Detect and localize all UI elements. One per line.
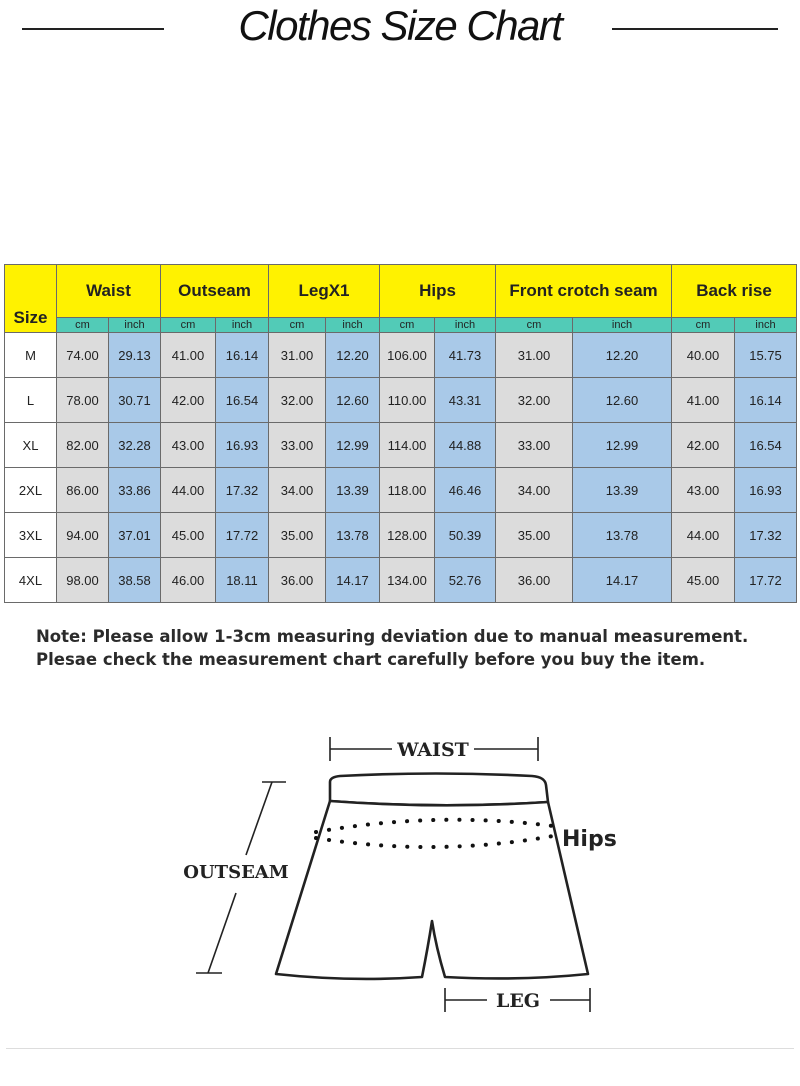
size-label-cell: M bbox=[5, 333, 57, 378]
table-row bbox=[5, 513, 797, 558]
table-cell: 134.00 bbox=[380, 558, 435, 603]
table-cell: 13.39 bbox=[326, 468, 380, 513]
table-cell: 35.00 bbox=[496, 513, 573, 558]
outseam-label: OUTSEAM bbox=[183, 862, 289, 883]
table-cell: 41.00 bbox=[161, 333, 216, 378]
table-cell: 17.32 bbox=[216, 468, 269, 513]
unit-header-cell: inch bbox=[435, 318, 496, 333]
table-cell: 44.88 bbox=[435, 423, 496, 468]
table-cell: 114.00 bbox=[380, 423, 435, 468]
table-cell: 12.99 bbox=[573, 423, 672, 468]
table-row bbox=[5, 423, 797, 468]
unit-header-cell: cm bbox=[672, 318, 735, 333]
size-label-cell: 2XL bbox=[5, 468, 57, 513]
size-label-cell: 4XL bbox=[5, 558, 57, 603]
unit-header-cell: cm bbox=[380, 318, 435, 333]
table-cell: 12.99 bbox=[326, 423, 380, 468]
table-cell: 78.00 bbox=[57, 378, 109, 423]
table-cell: 50.39 bbox=[435, 513, 496, 558]
table-row bbox=[5, 558, 797, 603]
table-cell: 33.00 bbox=[269, 423, 326, 468]
table-cell: 128.00 bbox=[380, 513, 435, 558]
table-cell: 35.00 bbox=[269, 513, 326, 558]
size-column-header: Size bbox=[5, 265, 57, 333]
table-row bbox=[5, 468, 797, 513]
unit-header-cell: inch bbox=[326, 318, 380, 333]
table-cell: 52.76 bbox=[435, 558, 496, 603]
table-cell: 31.00 bbox=[269, 333, 326, 378]
leg-label: LEG bbox=[495, 990, 541, 1012]
page-title: Clothes Size Chart bbox=[238, 2, 562, 49]
unit-header-cell: inch bbox=[216, 318, 269, 333]
table-cell: 37.01 bbox=[109, 513, 161, 558]
table-cell: 31.00 bbox=[496, 333, 573, 378]
measurement-column-header: Front crotch seam bbox=[496, 265, 672, 318]
table-cell: 32.28 bbox=[109, 423, 161, 468]
table-cell: 43.00 bbox=[672, 468, 735, 513]
table-cell: 45.00 bbox=[672, 558, 735, 603]
unit-header-cell: cm bbox=[57, 318, 109, 333]
table-cell: 16.54 bbox=[216, 378, 269, 423]
table-cell: 106.00 bbox=[380, 333, 435, 378]
table-cell: 15.75 bbox=[735, 333, 797, 378]
waist-label: WAIST bbox=[397, 739, 469, 761]
table-cell: 17.72 bbox=[216, 513, 269, 558]
table-cell: 16.14 bbox=[735, 378, 797, 423]
measurement-column-header: Waist bbox=[57, 265, 161, 318]
size-label-cell: XL bbox=[5, 423, 57, 468]
table-cell: 29.13 bbox=[109, 333, 161, 378]
title-rule-right bbox=[612, 28, 778, 30]
title-bar bbox=[0, 0, 800, 60]
table-cell: 43.00 bbox=[161, 423, 216, 468]
table-cell: 12.60 bbox=[573, 378, 672, 423]
table-cell: 46.00 bbox=[161, 558, 216, 603]
unit-header-cell: inch bbox=[735, 318, 797, 333]
shorts-measurement-diagram bbox=[0, 725, 800, 1055]
table-cell: 36.00 bbox=[269, 558, 326, 603]
unit-header-row bbox=[5, 318, 797, 333]
table-cell: 32.00 bbox=[496, 378, 573, 423]
table-cell: 86.00 bbox=[57, 468, 109, 513]
table-cell: 16.14 bbox=[216, 333, 269, 378]
table-cell: 12.60 bbox=[326, 378, 380, 423]
table-cell: 13.78 bbox=[573, 513, 672, 558]
table-header-row bbox=[5, 265, 797, 318]
table-cell: 46.46 bbox=[435, 468, 496, 513]
bottom-divider bbox=[6, 1048, 794, 1049]
table-cell: 36.00 bbox=[496, 558, 573, 603]
unit-header-cell: cm bbox=[269, 318, 326, 333]
table-cell: 74.00 bbox=[57, 333, 109, 378]
table-cell: 12.20 bbox=[573, 333, 672, 378]
table-cell: 41.00 bbox=[672, 378, 735, 423]
table-cell: 16.93 bbox=[216, 423, 269, 468]
table-cell: 118.00 bbox=[380, 468, 435, 513]
table-cell: 13.78 bbox=[326, 513, 380, 558]
table-cell: 17.32 bbox=[735, 513, 797, 558]
table-cell: 98.00 bbox=[57, 558, 109, 603]
measurement-note bbox=[36, 625, 776, 671]
size-label-cell: L bbox=[5, 378, 57, 423]
table-cell: 94.00 bbox=[57, 513, 109, 558]
note-line-deviation: Note: Please allow 1-3cm measuring deviation due to manual measurement. bbox=[36, 627, 749, 646]
unit-header-cell: cm bbox=[161, 318, 216, 333]
table-cell: 14.17 bbox=[326, 558, 380, 603]
measurement-column-header: LegX1 bbox=[269, 265, 380, 318]
note-line-check: Plesae check the measurement chart carefully before you buy the item. bbox=[36, 650, 706, 669]
table-cell: 13.39 bbox=[573, 468, 672, 513]
table-cell: 33.86 bbox=[109, 468, 161, 513]
table-cell: 44.00 bbox=[161, 468, 216, 513]
table-cell: 16.54 bbox=[735, 423, 797, 468]
table-cell: 41.73 bbox=[435, 333, 496, 378]
table-cell: 14.17 bbox=[573, 558, 672, 603]
measurement-column-header: Outseam bbox=[161, 265, 269, 318]
table-cell: 17.72 bbox=[735, 558, 797, 603]
table-cell: 40.00 bbox=[672, 333, 735, 378]
table-cell: 42.00 bbox=[161, 378, 216, 423]
table-cell: 44.00 bbox=[672, 513, 735, 558]
shorts-outline bbox=[276, 774, 588, 979]
table-cell: 33.00 bbox=[496, 423, 573, 468]
table-cell: 32.00 bbox=[269, 378, 326, 423]
size-chart-table bbox=[4, 264, 797, 603]
hips-label: Hips bbox=[562, 827, 617, 852]
table-cell: 43.31 bbox=[435, 378, 496, 423]
table-cell: 30.71 bbox=[109, 378, 161, 423]
unit-header-cell: inch bbox=[573, 318, 672, 333]
measurement-column-header: Hips bbox=[380, 265, 496, 318]
measurement-column-header: Back rise bbox=[672, 265, 797, 318]
table-cell: 18.11 bbox=[216, 558, 269, 603]
unit-header-cell: inch bbox=[109, 318, 161, 333]
table-cell: 34.00 bbox=[496, 468, 573, 513]
table-cell: 38.58 bbox=[109, 558, 161, 603]
size-label-cell: 3XL bbox=[5, 513, 57, 558]
table-row bbox=[5, 378, 797, 423]
table-cell: 16.93 bbox=[735, 468, 797, 513]
table-cell: 110.00 bbox=[380, 378, 435, 423]
table-row bbox=[5, 333, 797, 378]
unit-header-cell: cm bbox=[496, 318, 573, 333]
table-cell: 12.20 bbox=[326, 333, 380, 378]
table-cell: 82.00 bbox=[57, 423, 109, 468]
table-cell: 45.00 bbox=[161, 513, 216, 558]
table-cell: 34.00 bbox=[269, 468, 326, 513]
table-cell: 42.00 bbox=[672, 423, 735, 468]
